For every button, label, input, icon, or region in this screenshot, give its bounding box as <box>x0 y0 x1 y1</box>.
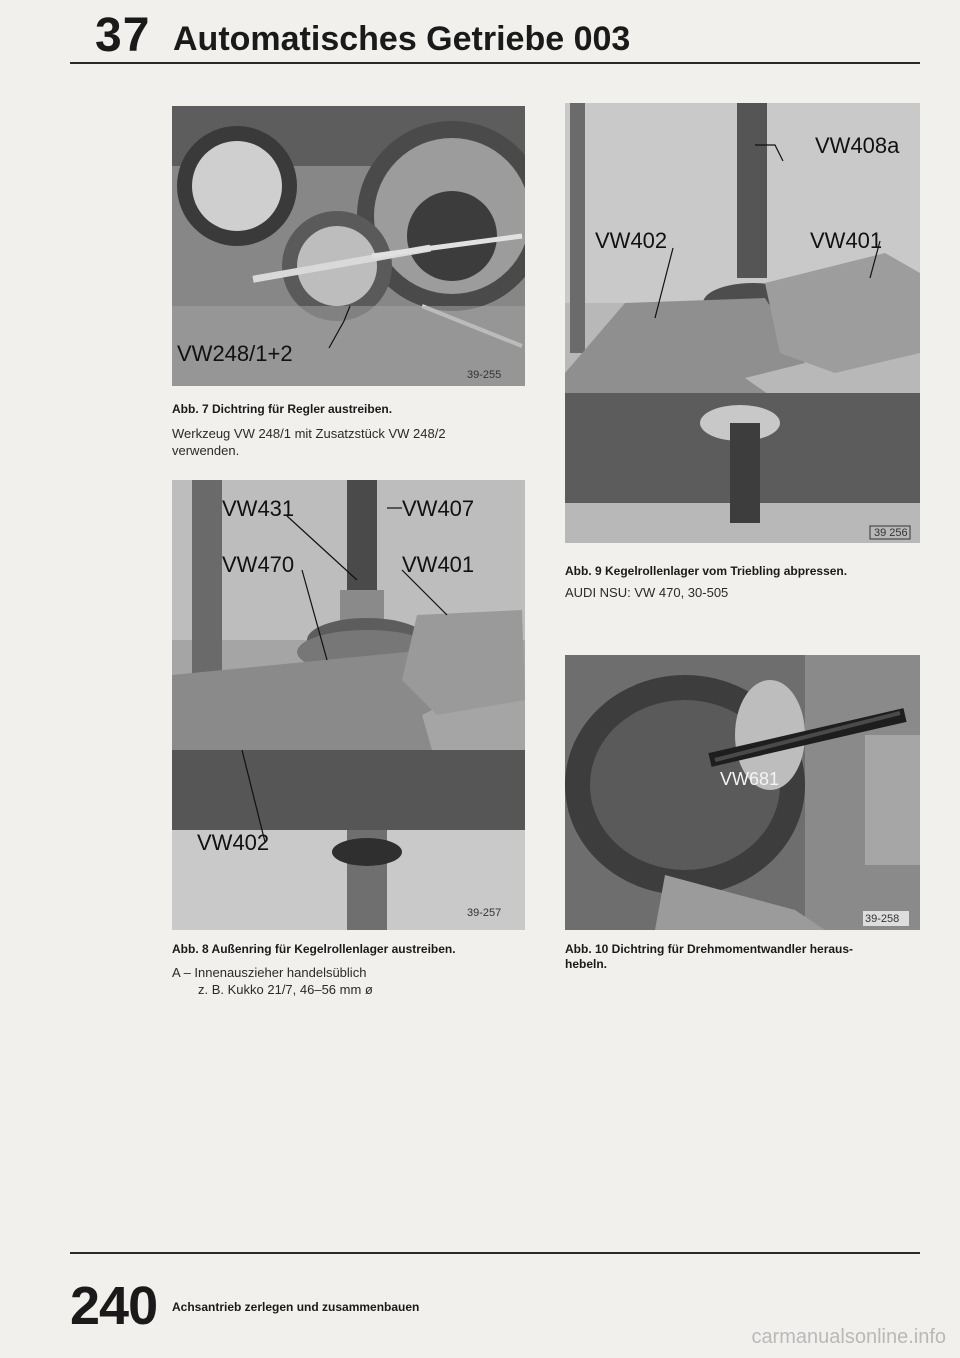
figure-10-caption-line-2: hebeln. <box>565 957 608 971</box>
figure-7-text-line-1: Werkzeug VW 248/1 mit Zusatzstück VW 248/2 <box>172 426 446 441</box>
chapter-title: Automatisches Getriebe 003 <box>173 20 631 58</box>
figure-9-label-3: VW401 <box>810 228 883 253</box>
figure-10-label-1: VW681 <box>720 769 780 789</box>
figure-8-label-5: VW402 <box>197 830 270 855</box>
figure-8-code: 39-257 <box>467 907 502 919</box>
figure-7-text <box>172 425 446 459</box>
figure-7-text-line-2: verwenden. <box>172 443 240 458</box>
figure-8-caption: Abb. 8 Außenring für Kegelrollenlager austreiben. <box>172 942 456 956</box>
header-rule <box>70 62 920 64</box>
figure-8-label-3: VW470 <box>222 552 295 577</box>
figure-7-label-1: VW248/1+2 <box>177 341 293 366</box>
figure-10-photo <box>565 655 920 930</box>
figure-8-label-1: VW431 <box>222 496 295 521</box>
figure-8-text <box>172 964 373 998</box>
figure-9-text: AUDI NSU: VW 470, 30-505 <box>565 585 729 600</box>
figure-7-caption: Abb. 7 Dichtring für Regler austreiben. <box>172 402 393 416</box>
figure-7-code: 39-255 <box>467 369 502 381</box>
chapter-number: 37 <box>95 9 151 62</box>
figure-9-code: 39 256 <box>874 527 908 539</box>
page-number: 240 <box>70 1276 158 1336</box>
figure-9-photo <box>565 103 920 543</box>
footer-section-text: Achsantrieb zerlegen und zusammenbauen <box>172 1300 420 1314</box>
figure-8-photo <box>172 480 525 930</box>
figure-8-text-line-1: A – Innenauszieher handelsüblich <box>172 965 367 980</box>
figure-9-label-2: VW402 <box>595 228 668 253</box>
figure-8-label-4: VW401 <box>402 552 475 577</box>
figure-8-label-2: VW407 <box>402 496 475 521</box>
figure-8-text-line-2: z. B. Kukko 21/7, 46–56 mm ø <box>198 982 373 997</box>
watermark: carmanualsonline.info <box>751 1326 946 1348</box>
figure-10-caption <box>565 942 853 972</box>
figure-7-photo <box>172 106 525 386</box>
figure-9-caption: Abb. 9 Kegelrollenlager vom Triebling abpressen. <box>565 564 848 578</box>
figure-9-label-1: VW408a <box>815 133 900 158</box>
figure-10-caption-line-1: Abb. 10 Dichtring für Drehmomentwandler heraus- <box>565 942 854 956</box>
footer-rule <box>70 1252 920 1254</box>
figure-10-code: 39-258 <box>865 913 900 925</box>
